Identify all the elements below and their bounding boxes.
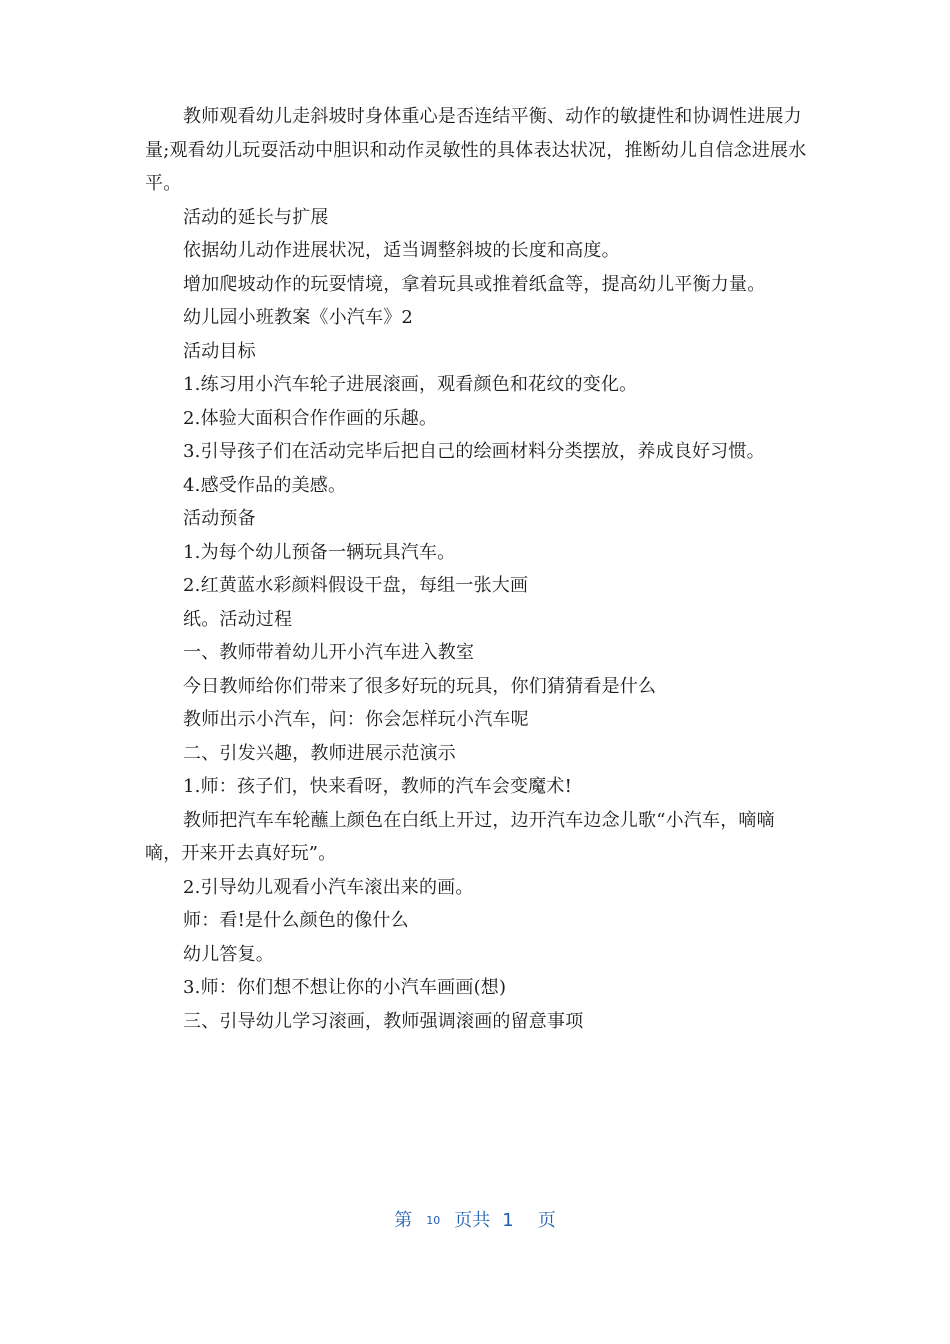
- footer-total-pages: 1: [502, 1210, 514, 1231]
- paragraph: 今日教师给你们带来了很多好玩的玩具，你们猜猜看是什么: [183, 675, 657, 697]
- list-item: 4.感受作品的美感。: [183, 474, 347, 496]
- list-item: 1.师：孩子们，快来看呀，教师的汽车会变魔术!: [183, 776, 573, 797]
- section-heading: 活动的延长与扩展: [183, 206, 329, 228]
- list-item: 3.引导孩子们在活动完毕后把自己的绘画材料分类摆放，养成良好习惯。: [183, 441, 765, 462]
- section-heading: 活动目标: [183, 340, 256, 362]
- footer-label-middle: 页共: [454, 1210, 491, 1231]
- list-item: 2.体验大面积合作作画的乐趣。: [183, 407, 438, 429]
- footer-label-suffix: 页: [537, 1210, 556, 1231]
- paragraph: 教师观看幼儿走斜坡时身体重心是否连结平衡、动作的敏捷性和协调性进展力量;观看幼儿玩耍活动中胆识和动作灵敏性的具体表达状况，推断幼儿自信念进展水平。: [145, 106, 807, 194]
- paragraph: 师：看!是什么颜色的像什么: [183, 910, 409, 931]
- paragraph: 教师把汽车车轮蘸上颜色在白纸上开过，边开汽车边念儿歌“小汽车，嘀嘀嘀，开来开去真好玩”。: [145, 809, 775, 864]
- section-heading: 活动预备: [183, 508, 256, 529]
- document-body: [145, 100, 810, 1038]
- list-item: 1.为每个幼儿预备一辆玩具汽车。: [183, 541, 456, 563]
- paragraph: 增加爬坡动作的玩耍情境，拿着玩具或推着纸盒等，提高幼儿平衡力量。: [183, 273, 766, 295]
- lesson-title: 幼儿园小班教案《小汽车》2: [183, 307, 414, 328]
- step-heading: 一、教师带着幼儿开小汽车进入教室: [183, 642, 475, 663]
- step-heading: 三、引导幼儿学习滚画，教师强调滚画的留意事项: [183, 1010, 584, 1032]
- paragraph: 幼儿答复。: [183, 943, 274, 965]
- list-item: 2.引导幼儿观看小汽车滚出来的画。: [183, 876, 474, 898]
- paragraph: 纸。活动过程: [183, 608, 293, 630]
- list-item: 1.练习用小汽车轮子进展滚画，观看颜色和花纹的变化。: [183, 374, 638, 395]
- footer-page-number: 10: [426, 1214, 441, 1227]
- step-heading: 二、引发兴趣，教师进展示范演示: [183, 742, 456, 764]
- paragraph: 依据幼儿动作进展状况，适当调整斜坡的长度和高度。: [183, 240, 620, 261]
- list-item: 3.师：你们想不想让你的小汽车画画(想): [183, 977, 507, 998]
- paragraph: 教师出示小汽车，问：你会怎样玩小汽车呢: [183, 709, 529, 730]
- page-footer: [0, 1206, 950, 1236]
- footer-label-prefix: 第: [394, 1210, 413, 1231]
- list-item: 2.红黄蓝水彩颜料假设干盘，每组一张大画: [183, 575, 529, 596]
